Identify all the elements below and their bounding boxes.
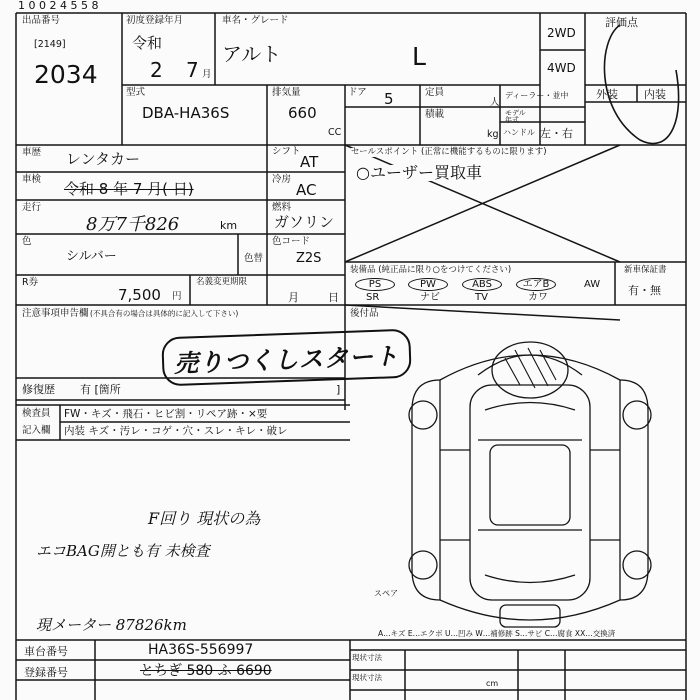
fuel-label: 燃料 (272, 202, 292, 213)
car-name: アルト (222, 42, 282, 66)
lot-number: 2034 (34, 60, 98, 89)
equip-pw: PW (408, 278, 448, 291)
color-value: シルバー (66, 249, 117, 264)
warranty-value: 有・無 (628, 284, 661, 297)
sale-stamp: 売りつくしスタート (161, 329, 412, 387)
dealer-label: ディーラー・並中 (505, 91, 569, 100)
inspector-exterior-line: FW・キズ・飛石・ヒビ割・リペア跡・×要 (64, 408, 268, 420)
handnote-2: エコBAG開とも有 未検査 (36, 542, 210, 560)
inspection-value: 令和 8 年 7 月( 日) (64, 180, 194, 198)
recycle-label: R券 (22, 277, 39, 288)
color-code-label: 色コード (272, 236, 311, 247)
ac-label: 冷房 (272, 174, 292, 185)
car-label: 車名・グレード (222, 15, 289, 26)
interior-label: 内装 (644, 88, 666, 101)
top-strip: 1 0 0 2 4 5 5 8 (18, 0, 99, 12)
car-grade: L (412, 42, 426, 71)
registration-month: 7 (186, 58, 199, 82)
spare-label: スペア (374, 589, 398, 598)
handnote-3: 現メーター 87826km (36, 616, 187, 634)
damage-legend: A…キズ E…エクボ U…凹み W…補修跡 S…サビ C…腐食 XX…交換済 (378, 629, 616, 638)
drive-2wd: 2WD (547, 26, 576, 40)
name-change-label: 名義変更期限 (196, 277, 248, 287)
notes-sub: (不具合有の場合は具体的に記入して下さい) (90, 309, 239, 318)
color-code: Z2S (296, 251, 322, 266)
dimension-label-1: 現状寸法 (352, 653, 382, 662)
sales-point-label: セールスポイント (正常に機能するものに限ります) (351, 147, 547, 157)
dimension-cm: cm (486, 679, 499, 688)
chassis-label: 車台番号 (24, 645, 68, 658)
equipment-label: 装備品 (純正品に限り○をつけてください) (350, 265, 512, 275)
inspector-interior-line: 内装 キズ・汚レ・コゲ・穴・スレ・キレ・破レ (64, 425, 288, 437)
chassis-value: HA36S-556997 (148, 642, 254, 658)
sales-point-value: ○ユーザー買取車 (356, 163, 482, 182)
mileage-unit: km (220, 219, 238, 232)
handnote-1: F回り 現状の為 (148, 509, 261, 528)
handle-value: 左・右 (540, 127, 573, 140)
equip-airbag: エアB (516, 278, 556, 291)
capacity-label: 定員 (425, 87, 445, 98)
score-label: 評価点 (605, 16, 638, 29)
name-change-month: 月 (288, 291, 299, 304)
equip-abs: ABS (462, 278, 502, 291)
color-label: 色 (22, 236, 32, 247)
equip-tv: TV (475, 292, 488, 303)
plate-label: 登録番号 (24, 666, 68, 679)
ac-value: AC (296, 181, 317, 199)
equip-ps: PS (355, 278, 395, 291)
registration-year: 2 (150, 58, 163, 82)
inspector-label-2: 記入欄 (22, 425, 51, 436)
handle-label: ハンドル (503, 128, 535, 137)
lot-sub: [2149] (34, 39, 66, 50)
registration-era: 令和 (132, 34, 163, 52)
load-label: 積載 (425, 109, 445, 120)
doors-label: ドア (348, 87, 367, 98)
exterior-label: 外装 (596, 88, 618, 101)
notes-label: 注意事項申告欄 (22, 308, 89, 319)
registration-label: 初度登録年月 (126, 15, 184, 26)
repair-value: 有 [箇所 (80, 383, 121, 396)
shift-label: シフト (272, 146, 301, 157)
fuel-value: ガソリン (274, 213, 335, 231)
equip-aw: AW (584, 279, 601, 290)
registration-month-unit: 月 (202, 69, 212, 80)
plate-value: とちぎ 580 ふ 6690 (140, 663, 272, 679)
load-unit: kg (487, 129, 499, 140)
usage-value: レンタカー (66, 150, 141, 168)
capacity-unit: 人 (490, 97, 500, 108)
displacement-label: 排気量 (272, 87, 301, 98)
shift-value: AT (300, 153, 319, 171)
equip-sr: SR (366, 292, 380, 303)
warranty-label: 新車保証書 (624, 265, 667, 275)
model-value: DBA-HA36S (142, 104, 230, 122)
recycle-unit: 円 (172, 291, 182, 302)
equip-leather: カワ (528, 292, 548, 303)
after-install-label: 後付品 (350, 308, 379, 319)
displacement-value: 660 (288, 104, 317, 122)
name-change-day: 日 (328, 291, 339, 304)
dimension-label-2: 現状寸法 (352, 673, 382, 682)
usage-label: 車歴 (22, 147, 42, 158)
drive-4wd: 4WD (547, 61, 576, 75)
repair-label: 修復歴 (22, 383, 55, 396)
displacement-unit: CC (328, 127, 342, 138)
mileage-value: 8万7千826 (86, 214, 180, 235)
doors-value: 5 (384, 90, 394, 108)
mileage-label: 走行 (22, 202, 42, 213)
equip-navi: ナビ (420, 292, 440, 303)
inspector-label-1: 検査員 (22, 408, 51, 419)
model-label: 型式 (126, 87, 146, 98)
model-year-label: モデル年式 (505, 109, 526, 124)
color-num-label: 色替 (244, 253, 264, 264)
lot-label: 出品番号 (22, 15, 61, 26)
inspection-label: 車検 (22, 174, 42, 185)
recycle-value: 7,500 (118, 286, 161, 304)
repair-close: ] (336, 383, 341, 396)
